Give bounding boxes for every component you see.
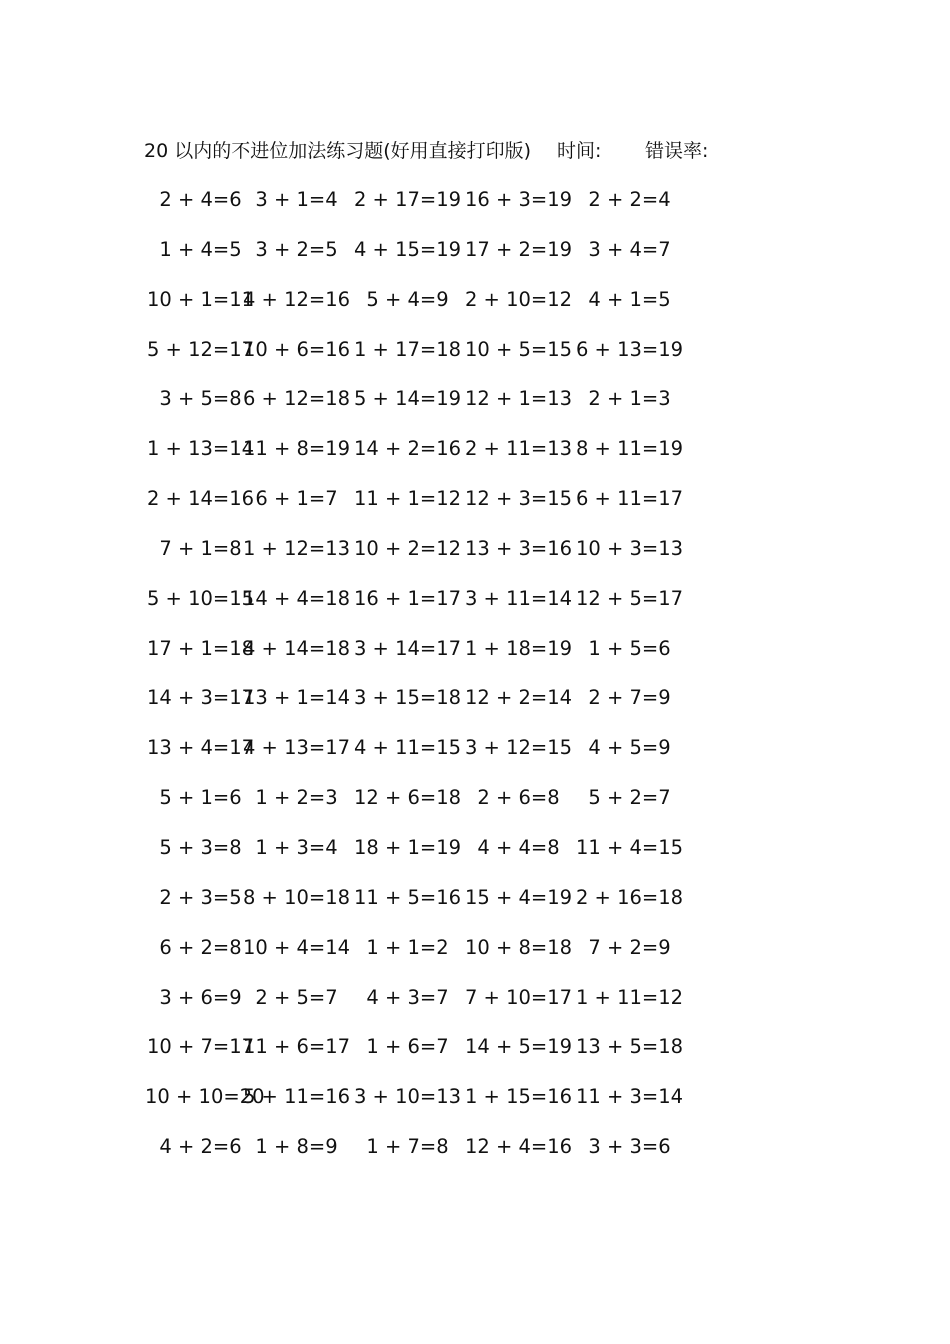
- problem-item: 10 + 7=17: [146, 1035, 255, 1059]
- problem-item: 5 + 14=19: [353, 387, 462, 411]
- worksheet-title: 20 以内的不进位加法练习题(好用直接打印版): [144, 140, 532, 162]
- problem-item: 1 + 4=5: [159, 237, 242, 261]
- problem-item: 16 + 1=17: [353, 586, 462, 610]
- problem-item: 4 + 5=9: [588, 736, 671, 760]
- problem-item: 1 + 6=7: [366, 1035, 449, 1059]
- problem-row: [145, 980, 705, 1030]
- problem-item: 10 + 3=13: [575, 536, 684, 560]
- problem-item: 3 + 5=8: [159, 387, 242, 411]
- problem-row: [145, 431, 705, 481]
- problem-item: 5 + 12=17: [146, 337, 255, 361]
- problem-item: 8 + 11=19: [575, 437, 684, 461]
- problem-item: 1 + 18=19: [464, 636, 573, 660]
- problem-item: 3 + 4=7: [588, 237, 671, 261]
- problem-item: 1 + 11=12: [575, 985, 684, 1009]
- problem-row: [145, 381, 705, 431]
- problem-item: 10 + 4=14: [242, 935, 351, 959]
- problem-item: 6 + 1=7: [255, 487, 338, 511]
- problem-item: 4 + 12=16: [242, 287, 351, 311]
- problem-item: 3 + 15=18: [353, 686, 462, 710]
- problem-item: 4 + 2=6: [159, 1135, 242, 1159]
- problem-row: [145, 1029, 705, 1079]
- problem-item: 4 + 15=19: [353, 237, 462, 261]
- problem-item: 2 + 1=3: [588, 387, 671, 411]
- problem-row: [145, 880, 705, 930]
- problem-item: 12 + 3=15: [464, 487, 573, 511]
- problem-item: 17 + 2=19: [464, 237, 573, 261]
- problem-item: 1 + 8=9: [255, 1135, 338, 1159]
- worksheet-header: [144, 136, 744, 166]
- problem-row: [145, 581, 705, 631]
- problem-item: 2 + 17=19: [353, 188, 462, 211]
- time-label: 时间:: [557, 140, 602, 162]
- problem-item: 4 + 4=8: [477, 835, 560, 859]
- problem-item: 5 + 10=15: [146, 586, 255, 610]
- problem-item: 4 + 3=7: [366, 985, 449, 1009]
- problem-row: [145, 631, 705, 681]
- problem-row: [145, 680, 705, 730]
- problem-item: 1 + 17=18: [353, 337, 462, 361]
- problem-item: 5 + 3=8: [159, 835, 242, 859]
- problem-item: 11 + 5=16: [353, 885, 462, 909]
- problem-item: 4 + 1=5: [588, 287, 671, 311]
- problem-item: 10 + 2=12: [353, 536, 462, 560]
- problem-item: 2 + 10=12: [464, 287, 573, 311]
- problem-item: 16 + 3=19: [464, 188, 573, 211]
- problem-row: [145, 730, 705, 780]
- problem-item: 7 + 2=9: [588, 935, 671, 959]
- problem-row: [145, 531, 705, 581]
- problem-item: 7 + 1=8: [159, 536, 242, 560]
- problem-item: 10 + 5=15: [464, 337, 573, 361]
- problem-item: 1 + 1=2: [366, 935, 449, 959]
- problem-item: 1 + 7=8: [366, 1135, 449, 1159]
- problem-row: [145, 1129, 705, 1179]
- problem-item: 3 + 6=9: [159, 985, 242, 1009]
- problem-item: 10 + 10=20: [145, 1085, 265, 1109]
- problem-item: 3 + 2=5: [255, 237, 338, 261]
- problem-item: 10 + 6=16: [242, 337, 351, 361]
- problem-item: 1 + 2=3: [255, 786, 338, 810]
- problem-item: 5 + 4=9: [366, 287, 449, 311]
- problem-item: 3 + 11=14: [464, 586, 573, 610]
- problem-row: [145, 232, 705, 282]
- problem-item: 2 + 16=18: [575, 885, 684, 909]
- problem-item: 5 + 2=7: [588, 786, 671, 810]
- problem-item: 14 + 5=19: [464, 1035, 573, 1059]
- problem-item: 13 + 4=17: [146, 736, 255, 760]
- problem-item: 1 + 5=6: [588, 636, 671, 660]
- problem-item: 5 + 1=6: [159, 786, 242, 810]
- problem-row: [145, 930, 705, 980]
- problem-item: 10 + 8=18: [464, 935, 573, 959]
- problem-item: 3 + 1=4: [255, 188, 338, 211]
- problem-item: 12 + 1=13: [464, 387, 573, 411]
- problem-item: 8 + 10=18: [242, 885, 351, 909]
- problem-item: 3 + 10=13: [353, 1085, 462, 1109]
- problem-item: 1 + 3=4: [255, 835, 338, 859]
- problem-item: 2 + 11=13: [464, 437, 573, 461]
- problem-item: 1 + 12=13: [242, 536, 351, 560]
- problem-item: 17 + 1=18: [146, 636, 255, 660]
- problem-item: 5 + 11=16: [242, 1085, 351, 1109]
- problem-item: 2 + 6=8: [477, 786, 560, 810]
- problem-item: 3 + 3=6: [588, 1135, 671, 1159]
- problem-item: 11 + 1=12: [353, 487, 462, 511]
- problem-item: 12 + 6=18: [353, 786, 462, 810]
- problem-item: 2 + 3=5: [159, 885, 242, 909]
- problem-row: [145, 182, 705, 232]
- problem-item: 18 + 1=19: [353, 835, 462, 859]
- problem-item: 2 + 4=6: [159, 188, 242, 211]
- problem-item: 13 + 1=14: [242, 686, 351, 710]
- problem-item: 11 + 8=19: [242, 437, 351, 461]
- error-rate-label: 错误率:: [645, 140, 709, 162]
- problem-row: [145, 481, 705, 531]
- problem-item: 11 + 6=17: [242, 1035, 351, 1059]
- problem-item: 6 + 13=19: [575, 337, 684, 361]
- problem-item: 7 + 10=17: [464, 985, 573, 1009]
- problem-item: 1 + 15=16: [464, 1085, 573, 1109]
- problem-item: 14 + 3=17: [146, 686, 255, 710]
- problem-item: 12 + 5=17: [575, 586, 684, 610]
- problem-row: [145, 282, 705, 332]
- problem-item: 15 + 4=19: [464, 885, 573, 909]
- problem-item: 2 + 14=16: [146, 487, 255, 511]
- problem-item: 14 + 4=18: [242, 586, 351, 610]
- problem-row: [145, 1079, 705, 1129]
- problem-row: [145, 332, 705, 382]
- problem-item: 1 + 13=14: [146, 437, 255, 461]
- problem-item: 11 + 3=14: [575, 1085, 684, 1109]
- problem-item: 12 + 4=16: [464, 1135, 573, 1159]
- problem-item: 6 + 11=17: [575, 487, 684, 511]
- problem-item: 13 + 3=16: [464, 536, 573, 560]
- problem-item: 2 + 5=7: [255, 985, 338, 1009]
- problem-item: 11 + 4=15: [575, 835, 684, 859]
- problem-row: [145, 780, 705, 830]
- problem-item: 6 + 2=8: [159, 935, 242, 959]
- problem-item: 2 + 2=4: [588, 188, 671, 211]
- problem-item: 4 + 11=15: [353, 736, 462, 760]
- problem-row: [145, 830, 705, 880]
- problem-item: 4 + 13=17: [242, 736, 351, 760]
- problem-item: 3 + 12=15: [464, 736, 573, 760]
- problem-item: 14 + 2=16: [353, 437, 462, 461]
- problem-item: 2 + 7=9: [588, 686, 671, 710]
- problem-item: 3 + 14=17: [353, 636, 462, 660]
- problem-item: 12 + 2=14: [464, 686, 573, 710]
- problem-item: 4 + 14=18: [242, 636, 351, 660]
- problem-item: 13 + 5=18: [575, 1035, 684, 1059]
- problem-grid: [145, 182, 705, 1179]
- problem-item: 10 + 1=11: [146, 287, 255, 311]
- problem-item: 6 + 12=18: [242, 387, 351, 411]
